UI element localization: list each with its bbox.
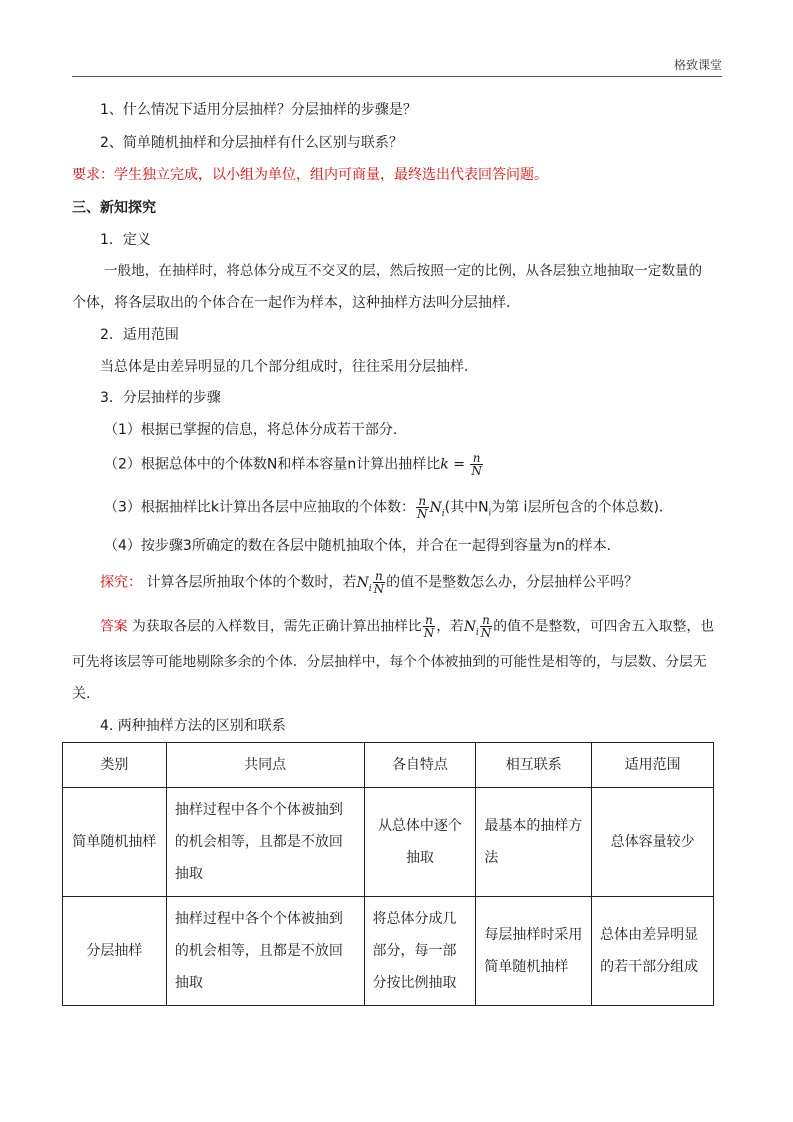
header-cell: 相互联系: [476, 743, 592, 788]
answer-line-3: 关.: [72, 686, 91, 702]
table-cell: 总体由差异明显的若干部分组成: [592, 897, 714, 1006]
header-cell: 类别: [63, 743, 167, 788]
table-cell: 抽样过程中各个个体被抽到的机会相等，且都是不放回抽取: [166, 897, 364, 1006]
table-cell: 将总体分成几部分，每一部分按比例抽取: [364, 897, 476, 1006]
answer-text-pre: 为获取各层的入样数目，需先正确计算出抽样比: [127, 618, 422, 635]
definition-heading: 1．定义: [100, 232, 151, 248]
ni-symbol: $N_i$: [429, 499, 445, 519]
header-cell: 适用范围: [592, 743, 714, 788]
table-header-row: [63, 743, 714, 788]
step-4: （4）按步骤3所确定的数在各层中随机抽取个体，并合在一起得到容量为n的样本．: [104, 538, 621, 554]
explore-label: 探究：: [100, 574, 142, 591]
steps-heading: 3．分层抽样的步骤: [100, 390, 221, 406]
question-2: 2、简单随机抽样和分层抽样有什么区别与联系？: [100, 135, 403, 151]
table-cell: 分层抽样: [63, 897, 167, 1006]
table-row: [63, 897, 714, 1006]
ratio-fraction: $\frac{n}{N}$: [423, 613, 435, 640]
compare-heading: 4. 两种抽样方法的区别和联系: [100, 718, 286, 734]
step-3: [104, 495, 673, 524]
ratio-fraction: $\frac{n}{N}$: [480, 613, 492, 640]
table-cell: 每层抽样时采用简单随机抽样: [476, 897, 592, 1006]
ratio-fraction: $\frac{n}{N}$: [417, 494, 428, 521]
header-cell: 共同点: [166, 743, 364, 788]
question-1: 1、什么情况下适用分层抽样？分层抽样的步骤是？: [100, 102, 417, 118]
header-brand: 格致课堂: [673, 58, 722, 72]
step-2: [104, 452, 484, 477]
definition-line-2: 个体，将各层取出的个体合在一起作为样本，这种抽样方法叫分层抽样．: [72, 295, 520, 311]
step-3-mid: (其中N: [444, 499, 489, 516]
header-cell: 各自特点: [364, 743, 476, 788]
step-1: （1）根据已掌握的信息，将总体分成若干部分.: [104, 422, 398, 438]
ni-symbol: $N_i$: [356, 574, 372, 594]
step-3-text: （3）根据抽样比k计算出各层中应抽取的个体数：: [104, 499, 416, 516]
answer-label: 答案: [100, 618, 128, 635]
explore-line: [100, 570, 638, 599]
answer-text-mid: ，若: [436, 618, 464, 635]
answer-text-post: 的值不是整数，可四舍五入取整，也: [493, 618, 715, 635]
definition-line-1: 一般地，在抽样时，将总体分成互不交叉的层，然后按照一定的比例，从各层独立地抽取一定数量的: [104, 263, 703, 279]
scope-text: 当总体是由差异明显的几个部分组成时，往往采用分层抽样．: [100, 359, 478, 375]
step-3-post: 为第 i层所包含的个体总数)．: [491, 499, 673, 516]
comparison-table: [62, 742, 714, 1006]
section-title: 三、新知探究: [72, 200, 156, 216]
equals-sign: =: [448, 456, 470, 473]
step-2-text: （2）根据总体中的个体数N和样本容量n计算出抽样比: [104, 456, 441, 473]
explore-text-pre: 计算各层所抽取个体的个数时，若: [142, 574, 357, 591]
explore-text-post: 的值不是整数怎么办，分层抽样公平吗？: [386, 574, 639, 591]
table-cell: 总体容量较少: [592, 788, 714, 897]
answer-line-1: [100, 614, 714, 643]
ni-symbol: $N_i$: [463, 618, 479, 638]
k-symbol: k: [440, 456, 449, 473]
ratio-fraction: $\frac{n}{N}$: [373, 569, 385, 596]
table-cell: 最基本的抽样方法: [476, 788, 592, 897]
table-cell: 抽样过程中各个个体被抽到的机会相等，且都是不放回抽取: [166, 788, 364, 897]
requirement-note: 要求：学生独立完成，以小组为单位，组内可商量，最终选出代表回答问题。: [72, 167, 548, 183]
sampling-ratio-fraction: $\frac{n}{N}$: [471, 451, 482, 478]
subscript-i: i: [488, 508, 492, 519]
table-cell: 从总体中逐个抽取: [364, 788, 476, 897]
answer-line-2: 可先将该层等可能地剔除多余的个体．分层抽样中，每个个体被抽到的可能性是相等的，与层数、分层无: [72, 654, 707, 670]
header-divider: [72, 76, 722, 77]
table-cell: 简单随机抽样: [63, 788, 167, 897]
table-row: [63, 788, 714, 897]
scope-heading: 2．适用范围: [100, 327, 179, 343]
